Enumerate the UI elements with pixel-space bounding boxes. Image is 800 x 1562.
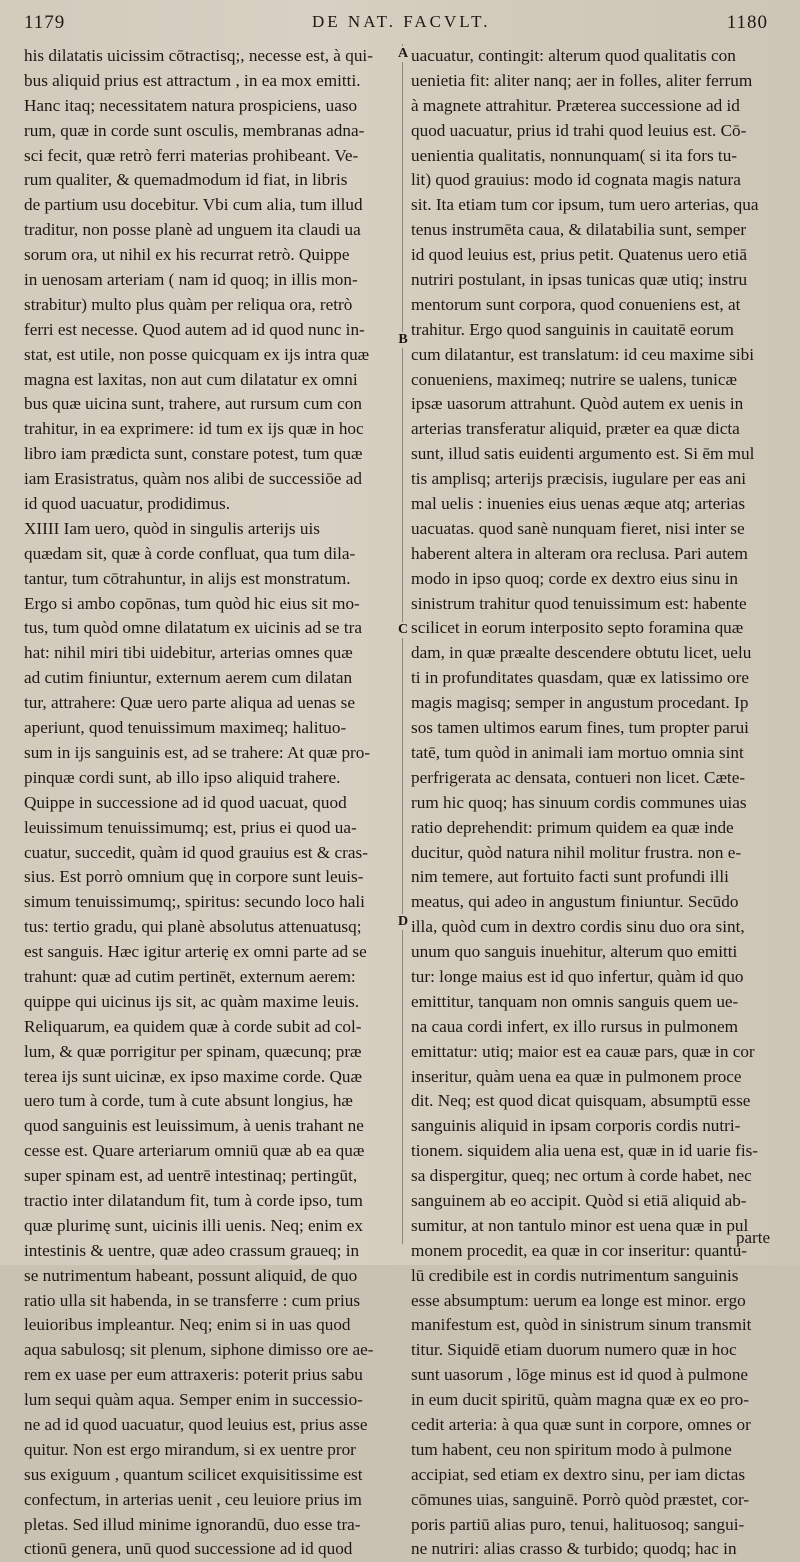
text-line: confectum, in arterias uenit , ceu leuiore prius im [24, 1489, 362, 1509]
text-line: de partium usu docebitur. Vbi cum alia, tum illud [24, 195, 363, 215]
text-line: quædam sit, quæ à corde confluat, qua tum dila- [24, 543, 356, 563]
text-line: esse absumptum: uerum ea longe est minor. ergo [411, 1290, 746, 1310]
text-line: in eum ducit spiritū, quàm magna quæ ex eo pro- [411, 1390, 749, 1410]
margin-marker-b: B [396, 332, 410, 348]
text-line: uenietia fit: aliter nanq; aer in folles, aliter ferrum [411, 70, 753, 90]
text-line: ti in profunditates quasdam, quæ ex latissimo ore [411, 668, 749, 688]
text-line: leuissimum tenuissimumq; est, prius ei quod ua- [24, 817, 357, 837]
text-line: trahitur. Ergo quod sanguinis in cauitatē eorum [411, 319, 734, 339]
text-line: tur: longe maius est id quo infertur, quàm id quo [411, 966, 744, 986]
text-line: sius. Est porrò omnium quę in corpore sunt leuis- [24, 867, 364, 887]
text-line: quod sanguinis est leuissimum, à uenis trahant ne [24, 1116, 364, 1136]
text-line: monem procedit, ea quæ in cor inseritur: quantu- [411, 1240, 748, 1260]
text-line: quæ plurimę sunt, uicinis illi uenis. Neq; enim ex [24, 1215, 363, 1235]
text-line: unum quo sanguis inuehitur, alterum quo emitti [411, 942, 738, 962]
text-line: cōmunes uias, sanguinē. Porrò quòd præstet, cor- [411, 1489, 750, 1509]
text-line: ratio deprehendit: primum quidem ea quæ inde [411, 817, 734, 837]
text-line: na caua cordi infert, ex illo rursus in pulmonem [411, 1016, 738, 1036]
text-line: rum, quæ in corde sunt osculis, membranas adna- [24, 120, 365, 140]
text-line: sit. Ita etiam tum cor ipsum, tum uero arterias, qua [411, 195, 759, 215]
text-line: ipsæ uasorum attrahunt. Quòd autem ex uenis in [411, 394, 744, 414]
text-line: stat, est utile, non posse quicquam ex ijs intra quæ [24, 344, 370, 364]
text-line: pletas. Sed illud minime ignorandū, duo esse tra- [24, 1514, 361, 1534]
text-line: tatē, tum quòd in animali iam mortuo omnia sint [411, 742, 744, 762]
text-line: sanguinem ab eo accipit. Quòd si etiā aliquid ab- [411, 1190, 747, 1210]
text-line: emittatur: utiq; maior est ea cauæ pars, quæ in cor [411, 1041, 755, 1061]
text-line: sunt uasorum , lōge minus est id quod à pulmone [411, 1365, 749, 1385]
text-line: modo in ipso quoq; corde ex dextro eius sinu in [411, 568, 738, 588]
text-line: sos tamen ultimos earum fines, tum propter parui [411, 718, 749, 738]
text-line: lum sequi quàm aqua. Semper enim in successio- [24, 1390, 363, 1410]
text-line: haberent altera in alteram ora reclusa. Pari autem [411, 543, 748, 563]
running-title: DE NAT. FACVLT. [312, 12, 491, 31]
text-line: uero tum à corde, tum à cute absunt longius, hæ [24, 1091, 353, 1111]
text-line: ratio ulla sit habenda, in se transferre : cum prius [24, 1290, 361, 1310]
text-line: se nutrimentum habeant, possunt aliquid, de quo [24, 1265, 358, 1285]
text-line: tionem. siquidem alia uena est, quæ in id uarie fis- [411, 1141, 759, 1161]
text-line: nutriri postulant, in ipsas tunicas quæ utiq; instru [411, 270, 748, 290]
text-line: leuioribus impleantur. Neq; enim si in uas quod [24, 1315, 351, 1335]
text-line: terea ijs sunt uicinæ, ex ipso maxime corde. Quæ [24, 1066, 362, 1086]
text-line: nim temere, aut fortuito facti sunt profundi illi [411, 867, 729, 887]
catchword: parte [736, 1228, 770, 1247]
text-line: uenientia qualitatis, nonnunquam( si ita fors tu- [411, 145, 738, 165]
text-line: pinquæ cordi sunt, ab illo ipso aliquid trahere. [24, 767, 341, 787]
text-line: perfrigerata ac densata, contueri non licet. Cæte- [411, 767, 746, 787]
text-line: cum dilatantur, est translatum: id ceu maxime sibi [411, 344, 754, 364]
text-line: uacuatur, contingit: alterum quod qualitatis con [411, 46, 736, 65]
text-line: Quippe in successione ad id quod uacuat, quod [24, 792, 347, 812]
text-line: poris partiū alias puro, tenui, halituosoq; sangui- [411, 1514, 745, 1534]
text-line: tus: tertio gradu, qui planè absolutus attenuatusq; [24, 917, 362, 937]
text-line: inseritur, quàm uena ea quæ in pulmonem proce [411, 1066, 742, 1086]
text-line: quippe qui uicinus ijs sit, ac quàm maxime leuis. [24, 991, 360, 1011]
text-line: accipiat, sed etiam ex dextro sinu, per iam dictas [411, 1464, 746, 1484]
text-line: ferri est necesse. Quod autem ad id quod nunc in- [24, 319, 365, 339]
text-line: illa, quòd cum in dextro cordis sinu duo ora sint, [411, 917, 745, 937]
text-line: tenus instrumēta caua, & dilatabilia sunt, semper [411, 220, 747, 240]
text-line: id quod uacuatur, prodidimus. [24, 494, 231, 514]
text-line: Reliquarum, ea quidem quæ à corde subit ad col- [24, 1016, 362, 1036]
text-line: sumitur, at non tantulo minor est uena quæ in pul [411, 1215, 749, 1235]
text-line: manifestum est, quòd in sinistrum sinum transmit [411, 1315, 752, 1335]
text-line: sus exiguum , quantum scilicet exquisitissime est [24, 1464, 363, 1484]
text-line: titur. Siquidē etiam duorum numero quæ in hoc [411, 1340, 737, 1360]
text-line: mal uelis : inuenies eius uenas æque atq; arterias [411, 494, 746, 514]
text-line: hat: nihil miri tibi uidebitur, arterias omnes quæ [24, 643, 353, 663]
margin-marker-a: A [397, 46, 409, 61]
text-line: Hanc itaq; necessitatem natura prospiciens, uaso [24, 95, 358, 115]
text-line: strabitur) multo plus quàm per reliqua ora, retrò [24, 294, 353, 314]
text-line: ducitur, quòd natura nihil molitur frustra. non e- [411, 842, 742, 862]
text-line: quod uacuatur, prius id trahi quod leuius est. Cō- [411, 120, 747, 140]
text-line: conueniens, maximeq; nutrire se ualens, tunicæ [411, 369, 738, 389]
text-line: sci fecit, quæ retrò ferri materias prohibeant. Ve- [24, 145, 359, 165]
page-header [0, 10, 800, 36]
text-line: aqua sabulosq; sit plenum, siphone dimisso ore ae- [24, 1340, 374, 1360]
left-page-number: 1179 [24, 12, 66, 33]
margin-marker-d: D [397, 914, 409, 929]
text-line: simum tenuissimumq;, spiritus: secundo loco hali [24, 892, 365, 912]
text-line: tum habent, ceu non spiritum modo à pulmone [411, 1439, 732, 1459]
text-line: his dilatatis uicissim cōtractisq;, necesse est, à qui- [24, 46, 373, 65]
text-line: sanguinis aliquid in ipsam corporis cordis nutri- [411, 1116, 741, 1136]
left-text-column [24, 44, 396, 1562]
text-line: tractio inter dilatandum fit, tum à corde ipso, tum [24, 1190, 363, 1210]
text-line: tantur, tum cōtrahuntur, in alijs est monstratum. [24, 568, 351, 588]
column-divider [402, 44, 403, 1244]
text-line: sinistrum trahitur quod tenuissimum est: habente [411, 593, 747, 613]
text-line: tus, tum quòd omne dilatatum ex uicinis ad se tra [24, 618, 362, 638]
text-line: super spinam est, ad uentrē intestinaq; pertingūt, [24, 1166, 358, 1186]
text-line: lit) quod grauius: modo id cognata magis natura [411, 170, 741, 190]
text-line: magna est laxitas, non aut cum dilatatur ex omni [24, 369, 358, 389]
text-line: id quod leuius est, prius petit. Quatenus uero etiā [411, 245, 748, 265]
text-line: XIIII Iam uero, quòd in singulis arterijs uis [24, 518, 320, 538]
text-line: trahitur, in ea exprimere: id tum ex ijs quæ in hoc [24, 419, 364, 439]
text-line: sorum ora, ut nihil ex his recurrat retrò. Quippe [24, 245, 350, 265]
text-line: intestinis & uentre, quæ adeo crassum graueq; in [24, 1240, 360, 1260]
text-line: aperiunt, quod tenuissimum maximeq; halituo- [24, 718, 347, 738]
text-line: ctionū genera, unū quod successione ad id quod [24, 1539, 353, 1559]
text-line: Ergo si ambo copōnas, tum quòd hic eius sit mo- [24, 593, 360, 613]
text-line: rem ex uase per eum attraxeris: poterit prius sabu [24, 1365, 363, 1385]
text-line: traditur, non posse planè ad unguem ita claudi ua [24, 220, 361, 240]
text-line: rum hic quoq; has sinuum cordis communes uias [411, 792, 747, 812]
text-line: magis magisq; semper in angustum procedant. Ip [411, 693, 749, 713]
text-line: rum qualiter, & quemadmodum id fiat, in libris [24, 170, 348, 190]
text-line: à magnete attrahitur. Præterea successione ad id [411, 95, 740, 115]
text-line: scilicet in eorum interposito septo foramina quæ [411, 618, 744, 638]
text-line: cuatur, succedit, quàm id quod grauius est & cras- [24, 842, 368, 862]
text-line: trahunt: quæ ad cutim pertinēt, externum aerem: [24, 966, 356, 986]
text-line: iam Erasistratus, quàm nos alibi de successiōe ad [24, 469, 362, 489]
text-line: sa dispergitur, queq; nec ortum à corde habet, nec [411, 1166, 752, 1186]
text-line: in uenosam arteriam ( nam id quoq; in illis mon- [24, 270, 358, 290]
margin-marker-c: C [397, 622, 409, 637]
text-line: sunt, illud satis euidenti argumento est. Si ēm mul [411, 444, 755, 464]
text-line: ne nutriri: alias crasso & turbido; quodq; hac in [411, 1539, 737, 1559]
text-line: quitur. Non est ergo mirandum, si ex uentre pror [24, 1439, 356, 1459]
text-line: libro iam prædicta sunt, constare potest, tum quæ [24, 444, 363, 464]
text-line: mentorum sunt corpora, quod conueniens est, at [411, 294, 741, 314]
text-line: lū credibile est in cordis nutrimentum sanguinis [411, 1265, 739, 1285]
text-line: cesse est. Quare arteriarum omniū quæ ab ea quæ [24, 1141, 365, 1161]
text-line: ad cutim finiuntur, externum aerem cum dilatan [24, 668, 353, 688]
text-line: meatus, qui adeo in angustum finiuntur. Secūdo [411, 892, 739, 912]
text-line: tur, attrahere: Quæ uero parte aliqua ad uenas se [24, 693, 355, 713]
text-line: emittitur, tanquam non omnis sanguis quem ue- [411, 991, 739, 1011]
text-line: tis amplisq; arterijs præcisis, iugulare per eas ani [411, 469, 747, 489]
text-line: dit. Neq; est quod dicat quisquam, absumptū esse [411, 1091, 751, 1111]
text-line: cedit arteria: à qua quæ sunt in corpore, omnes or [411, 1414, 751, 1434]
text-line: bus quæ uicina sunt, trahere, aut rursum cum con [24, 394, 362, 414]
text-line: uacuatas. quod sanè nunquam fieret, nisi inter se [411, 518, 745, 538]
text-line: sum in ijs sanguinis est, ad se trahere: At quæ pro- [24, 742, 371, 762]
right-text-column [411, 44, 783, 1562]
text-line: lum, & quæ porrigitur per spinam, quæcunq; præ [24, 1041, 362, 1061]
right-page-number: 1180 [726, 12, 768, 33]
text-line: est sanguis. Hæc igitur arterię ex omni parte ad se [24, 942, 367, 962]
text-line: bus aliquid prius est attractum , in ea mox emitti. [24, 70, 361, 90]
text-line: dam, in quæ præalte descendere obtutu licet, uelu [411, 643, 752, 663]
text-line: arterias transferatur aliquid, præter ea quæ dicta [411, 419, 740, 439]
text-line: ne ad id quod uacuatur, quod leuius est, prius asse [24, 1414, 368, 1434]
